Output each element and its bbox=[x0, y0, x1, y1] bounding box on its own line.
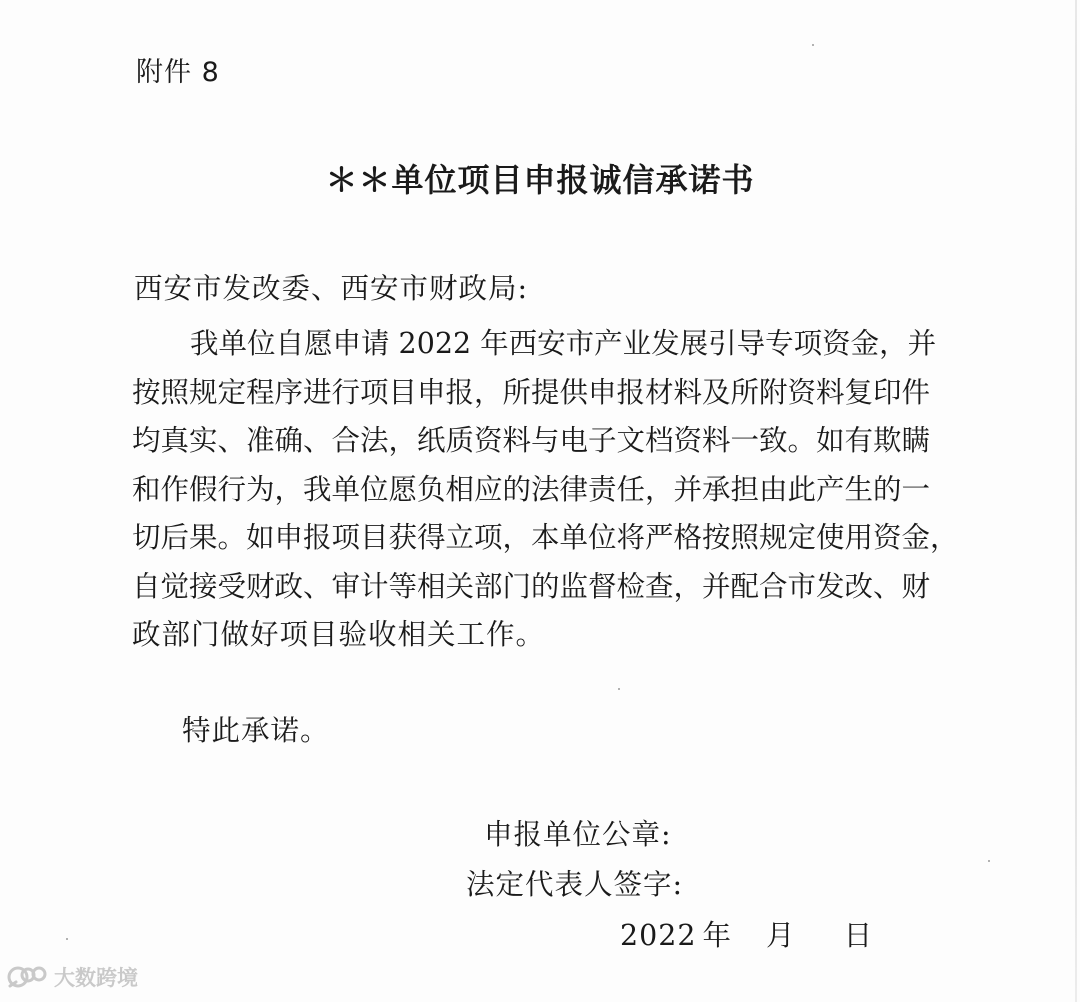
body-line: 政部门做好项目验收相关工作。 bbox=[132, 618, 546, 651]
document-title: ＊＊单位项目申报诚信承诺书 bbox=[325, 161, 755, 199]
date-year: 2022 bbox=[620, 919, 697, 952]
body-line: 和作假行为，我单位愿负相应的法律责任，并承担由此产生的一 bbox=[132, 472, 931, 506]
scan-speck bbox=[66, 938, 68, 940]
date-day-unit: 日 bbox=[843, 919, 874, 952]
body-line: 均真实、准确、合法，纸质资料与电子文档资料一致。如有欺瞒 bbox=[132, 424, 931, 457]
body-line: 自觉接受财政、审计等相关部门的监督检查，并配合市发改、财 bbox=[132, 569, 931, 603]
date-year-unit: 年 bbox=[702, 919, 733, 952]
addressee: 西安市发改委、西安市财政局: bbox=[134, 272, 529, 305]
watermark-text: 大数跨境 bbox=[54, 966, 138, 990]
body-line: 我单位自愿申请 2022 年西安市产业发展引导专项资金，并 bbox=[190, 327, 937, 360]
closing-statement: 特此承诺。 bbox=[182, 714, 330, 747]
seal-label: 申报单位公章: bbox=[484, 818, 672, 851]
scan-speck bbox=[988, 860, 990, 862]
attachment-label: 附件 8 bbox=[136, 57, 220, 88]
date-month-unit: 月 bbox=[766, 919, 796, 952]
brand-logo-icon bbox=[6, 962, 50, 992]
document-body bbox=[132, 320, 959, 660]
body-line: 切后果。如申报项目获得立项，本单位将严格按照规定使用资金， bbox=[132, 521, 959, 554]
signature-label: 法定代表人签字: bbox=[466, 868, 684, 901]
scan-speck bbox=[812, 44, 814, 46]
scan-edge-line bbox=[1075, 0, 1077, 1002]
scan-speck bbox=[618, 688, 620, 690]
watermark bbox=[6, 962, 138, 992]
date-line bbox=[620, 913, 873, 954]
body-line: 按照规定程序进行项目申报，所提供申报材料及所附资料复印件 bbox=[132, 375, 931, 409]
